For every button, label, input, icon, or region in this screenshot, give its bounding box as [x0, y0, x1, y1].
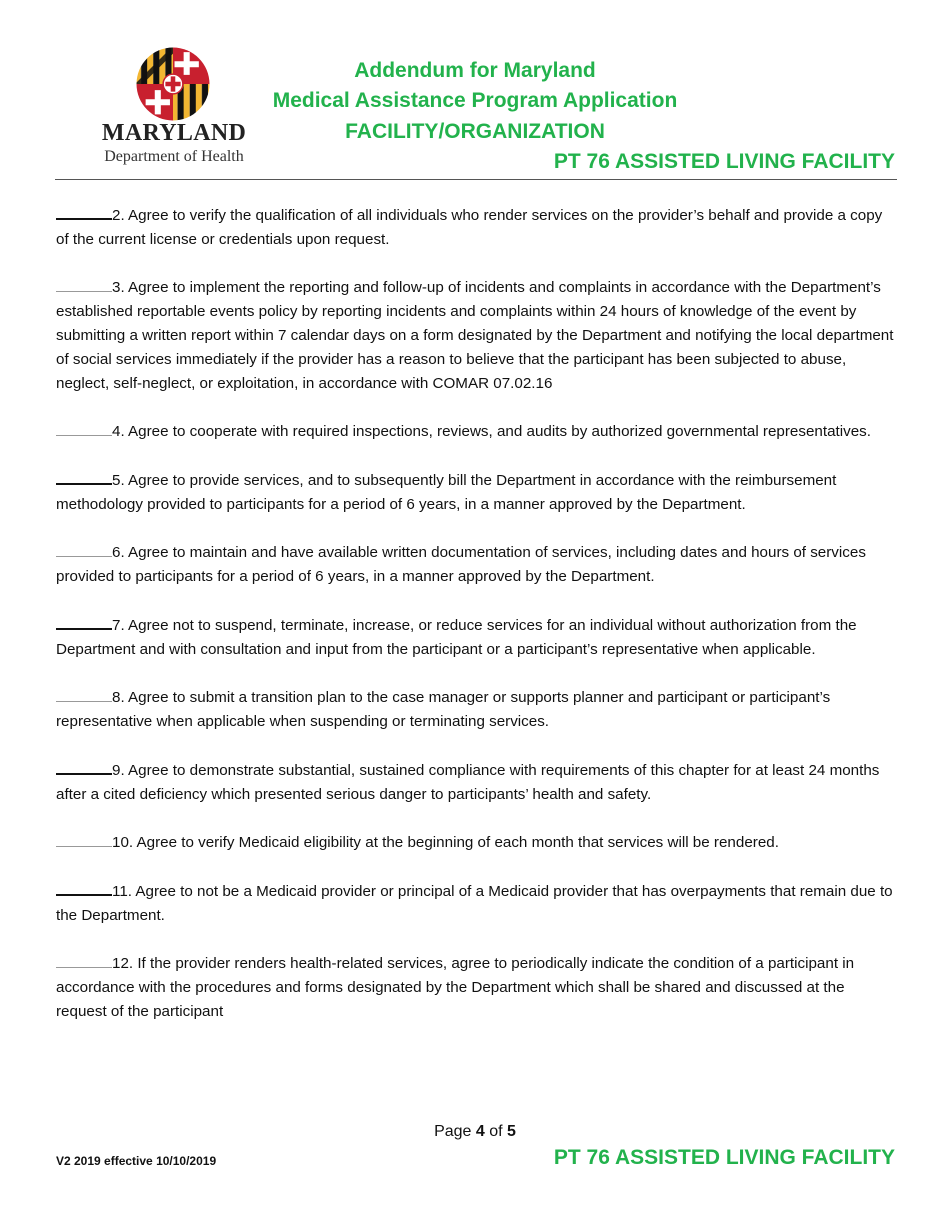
current-page: 4	[475, 1123, 485, 1140]
provider-type-subtitle: PT 76 ASSISTED LIVING FACILITY	[553, 150, 895, 173]
agreement-text: 2. Agree to verify the qualification of all individuals who render services on the provider’s behalf and provide a copy of the current license or credentials upon request.	[56, 207, 883, 248]
agreement-list	[56, 203, 896, 1048]
document-title-line-2: Medical Assistance Program Application	[272, 89, 678, 112]
initial-blank[interactable]	[56, 203, 112, 220]
agreement-item-7	[56, 613, 896, 662]
agreement-item-4	[56, 420, 896, 444]
initial-blank[interactable]	[56, 686, 112, 702]
agreement-text: 4. Agree to cooperate with required inspections, reviews, and audits by authorized governmental representatives.	[112, 423, 871, 440]
document-title-line-1: Addendum for Maryland	[354, 59, 596, 82]
agreement-text: 12. If the provider renders health-related services, agree to periodically indicate the condition of a participant in accordance with the procedures and forms designated by the Department which shall be shared and discussed at the request of the participant	[56, 955, 855, 1020]
agreement-item-3	[56, 276, 896, 396]
document-title-line-3: FACILITY/ORGANIZATION	[345, 120, 605, 143]
footer-title: PT 76 ASSISTED LIVING FACILITY	[553, 1146, 895, 1169]
agreement-text: 9. Agree to demonstrate substantial, sustained compliance with requirements of this chapter for at least 24 months after a cited deficiency which presented serious danger to participants’ health and safety.	[56, 762, 880, 803]
logo-department-name: Department of Health	[104, 148, 244, 165]
agreement-text: 5. Agree to provide services, and to subsequently bill the Department in accordance with the reimbursement methodology provided to participants for a period of 6 years, in a manner approved by the Department.	[56, 472, 837, 513]
page-number	[0, 1123, 950, 1141]
initial-blank[interactable]	[56, 952, 112, 968]
agreement-item-8	[56, 686, 896, 734]
agreement-item-2	[56, 203, 896, 252]
initial-blank[interactable]	[56, 420, 112, 436]
agreement-item-5	[56, 468, 896, 517]
version-label: V2 2019 effective 10/10/2019	[56, 1154, 217, 1168]
agreement-text: 3. Agree to implement the reporting and follow-up of incidents and complaints in accordance with the Department’s established reportable events policy by reporting incidents and complaints within 24 hours of knowledge of the event by submitting a written report within 7 calendar days on a form designated by the Department and notifying the local department of social services immediately if the provider has a reason to believe that the participant has been subjected to abuse, neglect, self-neglect, or exploitation, in accordance with COMAR 07.02.16	[56, 279, 894, 392]
initial-blank[interactable]	[56, 831, 112, 847]
initial-blank[interactable]	[56, 468, 112, 485]
agreement-text: 6. Agree to maintain and have available written documentation of services, including dates and hours of services provided to participants for a period of 6 years, in a manner approved by the Department.	[56, 544, 866, 585]
page-label: Page	[434, 1123, 476, 1140]
agreement-text: 8. Agree to submit a transition plan to the case manager or supports planner and participant or participant’s representative when applicable when suspending or terminating services.	[56, 689, 831, 730]
agreement-item-6	[56, 541, 896, 589]
agreement-item-9	[56, 758, 896, 807]
initial-blank[interactable]	[56, 613, 112, 630]
initial-blank[interactable]	[56, 879, 112, 896]
logo-state-name: MARYLAND	[101, 120, 247, 146]
total-pages: 5	[507, 1123, 516, 1140]
page-of-label: of	[484, 1123, 508, 1140]
initial-blank[interactable]	[56, 758, 112, 775]
agreement-item-11	[56, 879, 896, 928]
agreement-item-12	[56, 952, 896, 1024]
agreement-text: 10. Agree to verify Medicaid eligibility at the beginning of each month that services will be rendered.	[112, 834, 779, 851]
initial-blank[interactable]	[56, 541, 112, 557]
agreement-item-10	[56, 831, 896, 855]
agreement-text: 11. Agree to not be a Medicaid provider or principal of a Medicaid provider that has overpayments that remain due to the Department.	[56, 883, 893, 924]
header-divider	[55, 179, 897, 180]
initial-blank[interactable]	[56, 276, 112, 292]
agreement-text: 7. Agree not to suspend, terminate, increase, or reduce services for an individual without authorization from the Department and with consultation and input from the participant or a participant’s representative when applicable.	[56, 617, 857, 658]
